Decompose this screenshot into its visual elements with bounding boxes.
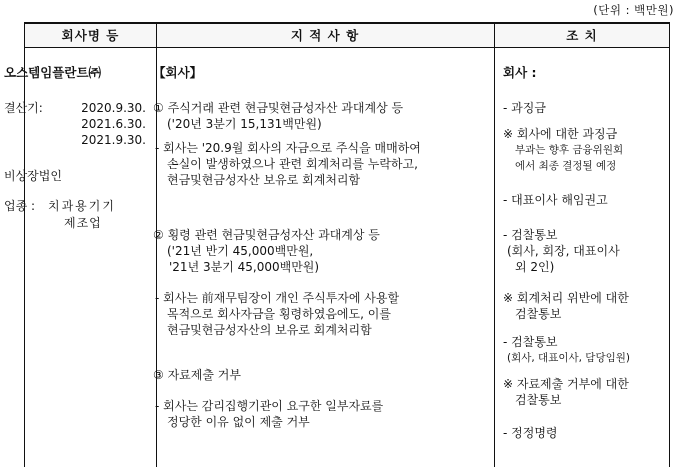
column-divider: [494, 24, 495, 467]
finding-item-amount: ('20년 3분기 15,131백만원): [167, 117, 322, 131]
action-note: 검찰통보: [515, 393, 562, 407]
finding-detail-line: 현금및현금성자산의 보유로 회계처리함: [167, 323, 372, 337]
header-actions: 조 치: [566, 28, 598, 43]
settlement-date: 2020.9.30.: [81, 101, 146, 115]
action-note: 에서 최종 결정될 예정: [515, 160, 617, 172]
action-note: ※ 회계처리 위반에 대한: [503, 291, 629, 305]
finding-item-amount: ('21년 반기 45,000백만원,: [167, 244, 314, 258]
action-item: - 과징금: [503, 101, 546, 115]
action-item-detail: (회사, 대표이사, 담당임원): [507, 352, 630, 364]
finding-detail-line: 현금및현금성자산 보유로 회계처리함: [167, 173, 361, 187]
action-note: 검찰통보: [515, 307, 562, 321]
finding-detail-line: - 회사는 '20.9월 회사의 자금으로 주식을 매매하여: [155, 141, 421, 155]
header-findings: 지 적 사 항: [290, 28, 360, 43]
finding-item-title: ① 주식거래 관련 현금및현금성자산 과대계상 등: [153, 101, 404, 115]
finding-detail-line: - 회사는 감리집행기관이 요구한 일부자료를: [155, 399, 384, 413]
settlement-date: 2021.9.30.: [81, 133, 146, 147]
action-item: - 검찰통보: [503, 335, 558, 349]
action-item: - 정정명령: [503, 426, 558, 440]
table-header: [25, 24, 669, 48]
finding-detail-line: 정당한 이유 없이 제출 거부: [167, 415, 310, 429]
header-company: 회사명 등: [61, 28, 120, 43]
finding-detail-line: 손실이 발생하였으나 관련 회계처리를 누락하고,: [167, 157, 418, 171]
listing-status: 비상장법인: [4, 169, 62, 183]
settlement-label: 결산기:: [4, 101, 43, 115]
unit-note: (단위 : 백만원): [593, 3, 674, 17]
finding-detail-line: - 회사는 前재무팀장이 개인 주식투자에 사용할: [155, 291, 400, 305]
finding-item-amount: '21년 3분기 45,000백만원): [169, 260, 320, 274]
finding-detail-line: 목적으로 회사자금을 횡령하였음에도, 이를: [167, 307, 391, 321]
action-item: - 대표이사 해임권고: [503, 193, 608, 207]
action-note: ※ 회사에 대한 과징금: [503, 127, 618, 141]
company-name: 오스템임플란트㈜: [4, 65, 102, 80]
action-item-detail: 외 2인): [515, 260, 555, 274]
actions-section-title: 회사 :: [503, 65, 537, 80]
industry-line: 치과용기기: [48, 199, 116, 213]
action-note: ※ 자료제출 거부에 대한: [503, 377, 629, 391]
industry-label: 업종 :: [4, 199, 36, 213]
action-item: - 검찰통보: [503, 228, 558, 242]
settlement-date: 2021.6.30.: [81, 117, 146, 131]
action-note: 부과는 향후 금융위원회: [515, 144, 624, 156]
finding-item-title: ② 횡령 관련 현금및현금성자산 과대계상 등: [153, 228, 380, 242]
findings-section-title: 【회사】: [153, 65, 203, 80]
action-item-detail: (회사, 회장, 대표이사: [507, 244, 620, 258]
finding-item-title: ③ 자료제출 거부: [153, 368, 241, 382]
industry-line: 제조업: [64, 216, 102, 230]
